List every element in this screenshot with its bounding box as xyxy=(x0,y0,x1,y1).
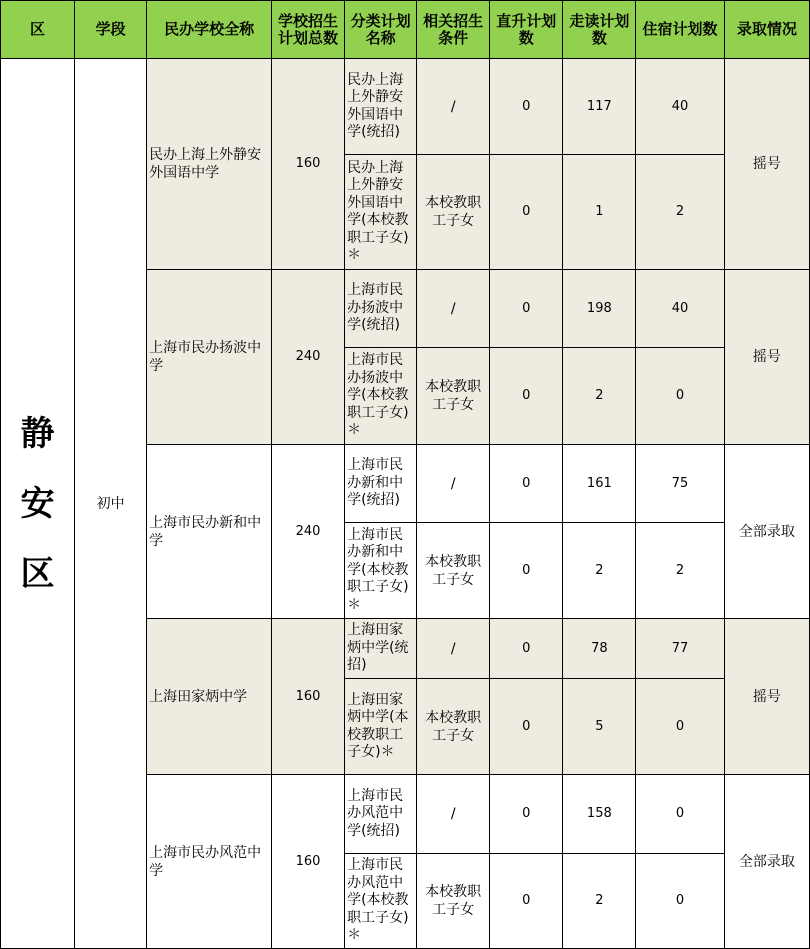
admission-cell: 全部录取 xyxy=(724,775,809,949)
plan-direct-cell: 0 xyxy=(490,445,563,523)
header-direct: 直升计划数 xyxy=(490,1,563,59)
admission-cell: 全部录取 xyxy=(724,445,809,619)
plan-boarding-cell: 0 xyxy=(636,854,724,949)
school-name-cell: 上海市民办风范中学 xyxy=(147,775,272,949)
plan-day-cell: 198 xyxy=(563,270,636,348)
plan-direct-cell: 0 xyxy=(490,59,563,155)
plan-direct-cell: 0 xyxy=(490,679,563,775)
admission-cell: 摇号 xyxy=(724,59,809,270)
plan-name-cell: 上海市民办风范中学(统招) xyxy=(345,775,417,854)
plan-boarding-cell: 40 xyxy=(636,59,724,155)
school-total-cell: 160 xyxy=(272,619,345,775)
plan-name-cell: 上海田家炳中学(统招) xyxy=(345,619,417,679)
plan-direct-cell: 0 xyxy=(490,619,563,679)
plan-condition-cell: / xyxy=(417,59,490,155)
stage-cell: 初中 xyxy=(75,59,147,949)
table-row xyxy=(1,59,810,155)
plan-day-cell: 2 xyxy=(563,523,636,619)
plan-name-cell: 上海市民办新和中学(本校教职工子女)＊ xyxy=(345,523,417,619)
plan-condition-cell: 本校教职工子女 xyxy=(417,679,490,775)
plan-boarding-cell: 77 xyxy=(636,619,724,679)
district-label: 静安区 xyxy=(20,413,55,594)
header-district: 区 xyxy=(1,1,75,59)
plan-condition-cell: 本校教职工子女 xyxy=(417,155,490,270)
school-total-cell: 240 xyxy=(272,270,345,445)
plan-condition-cell: / xyxy=(417,445,490,523)
plan-direct-cell: 0 xyxy=(490,348,563,445)
plan-boarding-cell: 0 xyxy=(636,679,724,775)
plan-condition-cell: / xyxy=(417,619,490,679)
plan-condition-cell: 本校教职工子女 xyxy=(417,348,490,445)
plan-day-cell: 78 xyxy=(563,619,636,679)
plan-condition-cell: / xyxy=(417,775,490,854)
plan-direct-cell: 0 xyxy=(490,854,563,949)
plan-condition-cell: 本校教职工子女 xyxy=(417,854,490,949)
admission-cell: 摇号 xyxy=(724,619,809,775)
school-name-cell: 民办上海上外静安外国语中学 xyxy=(147,59,272,270)
plan-name-cell: 上海市民办风范中学(本校教职工子女)＊ xyxy=(345,854,417,949)
plan-boarding-cell: 2 xyxy=(636,155,724,270)
plan-day-cell: 161 xyxy=(563,445,636,523)
plan-name-cell: 上海市民办扬波中学(统招) xyxy=(345,270,417,348)
plan-name-cell: 上海市民办新和中学(统招) xyxy=(345,445,417,523)
school-total-cell: 240 xyxy=(272,445,345,619)
header-day: 走读计划数 xyxy=(563,1,636,59)
plan-boarding-cell: 75 xyxy=(636,445,724,523)
district-cell xyxy=(1,59,75,949)
plan-direct-cell: 0 xyxy=(490,523,563,619)
plan-day-cell: 2 xyxy=(563,854,636,949)
school-name-cell: 上海市民办新和中学 xyxy=(147,445,272,619)
plan-day-cell: 117 xyxy=(563,59,636,155)
plan-condition-cell: / xyxy=(417,270,490,348)
plan-boarding-cell: 0 xyxy=(636,775,724,854)
plan-day-cell: 1 xyxy=(563,155,636,270)
school-name-cell: 上海田家炳中学 xyxy=(147,619,272,775)
header-stage: 学段 xyxy=(75,1,147,59)
school-name-cell: 上海市民办扬波中学 xyxy=(147,270,272,445)
plan-boarding-cell: 2 xyxy=(636,523,724,619)
header-total: 学校招生计划总数 xyxy=(272,1,345,59)
header-school-name: 民办学校全称 xyxy=(147,1,272,59)
header-condition: 相关招生条件 xyxy=(417,1,490,59)
plan-condition-cell: 本校教职工子女 xyxy=(417,523,490,619)
plan-direct-cell: 0 xyxy=(490,270,563,348)
plan-name-cell: 民办上海上外静安外国语中学(本校教职工子女)＊ xyxy=(345,155,417,270)
plan-direct-cell: 0 xyxy=(490,775,563,854)
school-total-cell: 160 xyxy=(272,775,345,949)
plan-day-cell: 5 xyxy=(563,679,636,775)
plan-name-cell: 民办上海上外静安外国语中学(统招) xyxy=(345,59,417,155)
plan-name-cell: 上海田家炳中学(本校教职工子女)＊ xyxy=(345,679,417,775)
plan-direct-cell: 0 xyxy=(490,155,563,270)
header-admission: 录取情况 xyxy=(724,1,809,59)
school-total-cell: 160 xyxy=(272,59,345,270)
plan-day-cell: 2 xyxy=(563,348,636,445)
admission-cell: 摇号 xyxy=(724,270,809,445)
header-plan-name: 分类计划名称 xyxy=(345,1,417,59)
plan-day-cell: 158 xyxy=(563,775,636,854)
header-row xyxy=(1,1,810,59)
plan-name-cell: 上海市民办扬波中学(本校教职工子女)＊ xyxy=(345,348,417,445)
plan-boarding-cell: 40 xyxy=(636,270,724,348)
header-boarding: 住宿计划数 xyxy=(636,1,724,59)
plan-boarding-cell: 0 xyxy=(636,348,724,445)
